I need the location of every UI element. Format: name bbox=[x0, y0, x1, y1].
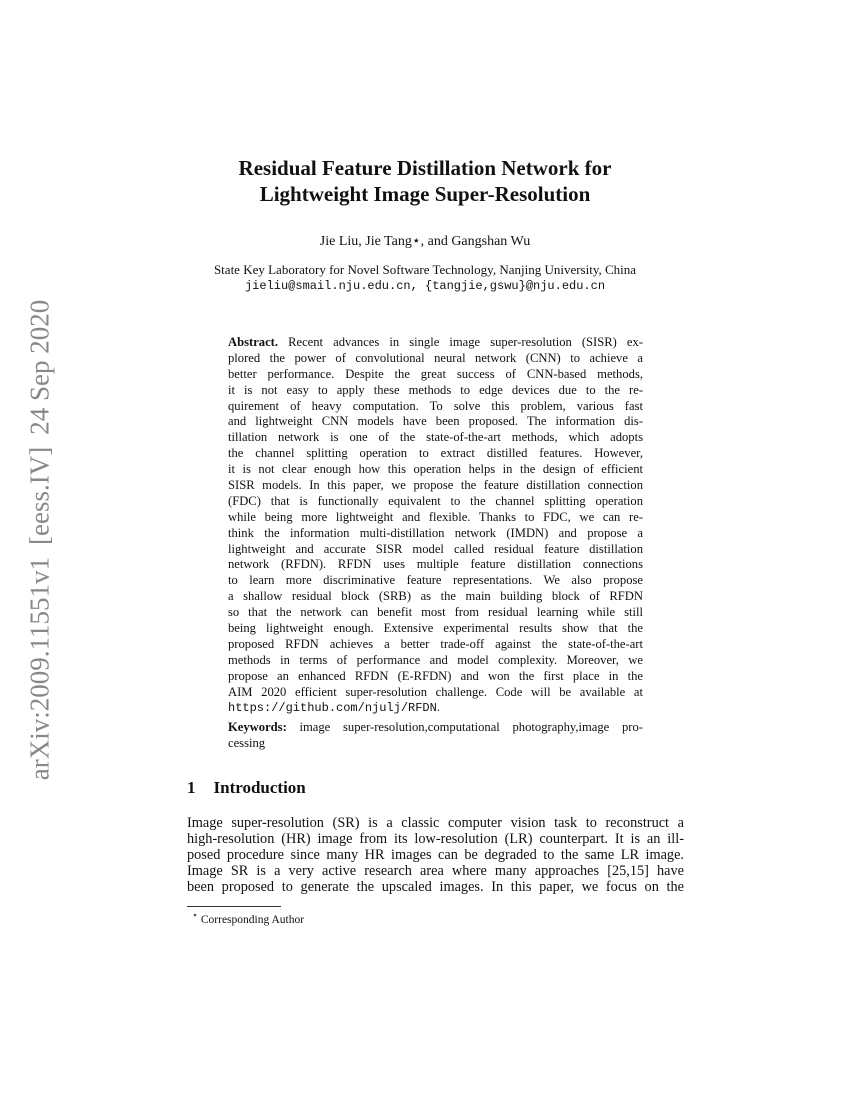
abstract-line-text: propose an enhanced RFDN (E-RFDN) and won the first place in the bbox=[228, 668, 643, 683]
paper-title bbox=[0, 155, 850, 207]
affiliation: State Key Laboratory for Novel Software Technology, Nanjing University, China bbox=[213, 262, 637, 277]
footnote bbox=[192, 910, 304, 926]
abstract-line-text: (FDC) that is functionally equivalent to the channel splitting operation bbox=[228, 493, 643, 508]
abstract-line bbox=[228, 335, 643, 351]
abstract-line bbox=[228, 700, 643, 716]
abstract-line-text: better performance. Despite the great success of CNN-based methods, bbox=[228, 366, 643, 381]
keywords-text: cessing bbox=[228, 735, 266, 750]
abstract-line bbox=[228, 526, 643, 542]
title-line: Residual Feature Distillation Network for bbox=[238, 156, 612, 180]
abstract-line-text: a shallow residual block (SRB) as the main building block of RFDN bbox=[228, 589, 643, 604]
url-suffix: . bbox=[436, 700, 440, 715]
abstract-line-text: SISR models. In this paper, we propose the feature distillation connection bbox=[228, 478, 643, 493]
abstract-line-text: network (RFDN). RFDN uses multiple feature distillation connections bbox=[228, 557, 643, 572]
abstract-line bbox=[228, 367, 643, 383]
authors: Jie Liu, Jie Tang⋆, and Gangshan Wu bbox=[319, 234, 531, 249]
abstract-line bbox=[228, 557, 643, 573]
arxiv-date: 24 Sep 2020 bbox=[24, 299, 55, 435]
abstract-line-text: so that the network can benefit most from residual learning while still bbox=[228, 605, 643, 620]
abstract-line bbox=[228, 605, 643, 621]
abstract-line bbox=[228, 430, 643, 446]
keywords-label: Keywords: bbox=[228, 720, 287, 734]
abstract-line bbox=[228, 494, 643, 510]
abstract-line bbox=[228, 462, 643, 478]
abstract-line bbox=[228, 399, 643, 415]
section-heading bbox=[187, 778, 324, 798]
abstract-line-text: methods in terms of performance and model complexity. Moreover, we bbox=[228, 652, 643, 667]
abstract-line-text: it is not clear enough how this operation helps in the design of efficient bbox=[228, 462, 643, 477]
abstract-line bbox=[228, 637, 643, 653]
footnote-rule bbox=[187, 906, 281, 907]
abstract-line bbox=[228, 573, 643, 589]
abstract bbox=[228, 335, 643, 716]
abstract-line bbox=[228, 653, 643, 669]
intro-line: Image SR is a very active research area where many approaches [25,15] have bbox=[187, 863, 684, 879]
section-number: 1 bbox=[187, 778, 196, 797]
abstract-line bbox=[228, 414, 643, 430]
keywords bbox=[228, 720, 643, 752]
intro-line: high-resolution (HR) image from its low-resolution (LR) counterpart. It is an ill- bbox=[187, 831, 684, 847]
abstract-line-text: being lightweight enough. Extensive experimental results show that the bbox=[228, 621, 643, 636]
abstract-line bbox=[228, 589, 643, 605]
abstract-line bbox=[228, 446, 643, 462]
intro-line: Image super-resolution (SR) is a classic computer vision task to reconstruct a bbox=[187, 815, 684, 831]
abstract-line-text: the channel splitting operation to extract distilled features. However, bbox=[228, 446, 643, 461]
abstract-line bbox=[228, 351, 643, 367]
abstract-line bbox=[228, 478, 643, 494]
keywords-line bbox=[228, 736, 643, 752]
abstract-line-text: AIM 2020 efficient super-resolution challenge. Code will be available at bbox=[228, 684, 643, 699]
abstract-line-text: plored the power of convolutional neural network (CNN) to achieve a bbox=[228, 350, 643, 365]
introduction-text bbox=[187, 815, 684, 895]
abstract-line-text: proposed RFDN achieves a better trade-off against the state-of-the-art bbox=[228, 636, 643, 651]
abstract-line bbox=[228, 542, 643, 558]
title-line: Lightweight Image Super-Resolution bbox=[259, 182, 591, 206]
arxiv-category: [eess.IV] bbox=[24, 446, 55, 545]
footnote-text: Corresponding Author bbox=[200, 913, 305, 926]
abstract-line-text: to learn more discriminative feature representations. We also propose bbox=[228, 573, 643, 588]
affiliation-block bbox=[0, 262, 850, 294]
abstract-line bbox=[228, 621, 643, 637]
abstract-line-text: it is not easy to apply these methods to edge devices due to the re- bbox=[228, 382, 643, 397]
intro-line: been proposed to generate the upscaled images. In this paper, we focus on the bbox=[187, 879, 684, 895]
author-emails: jieliu@smail.nju.edu.cn, {tangjie,gswu}@nju.edu.cn bbox=[244, 279, 606, 293]
abstract-line bbox=[228, 383, 643, 399]
footnote-mark: ⋆ bbox=[192, 910, 198, 921]
abstract-line bbox=[228, 685, 643, 701]
intro-line: posed procedure since many HR images can be degraded to the same LR image. bbox=[187, 847, 684, 863]
abstract-line-text: lightweight and accurate SISR model called residual feature distillation bbox=[228, 541, 643, 556]
abstract-line bbox=[228, 510, 643, 526]
section-title: Introduction bbox=[213, 778, 306, 797]
abstract-line-text: tillation network is one of the state-of-the-art methods, which adopts bbox=[228, 430, 643, 445]
abstract-line-text: quirement of heavy computation. To solve this problem, various fast bbox=[228, 398, 643, 413]
keywords-line bbox=[228, 720, 643, 736]
abstract-line-text: Recent advances in single image super-resolution (SISR) ex- bbox=[288, 335, 643, 349]
arxiv-stamp bbox=[25, 294, 56, 786]
abstract-line bbox=[228, 669, 643, 685]
abstract-line-text: while being more lightweight and flexible. Thanks to FDC, we can re- bbox=[228, 509, 643, 524]
arxiv-id: arXiv:2009.11551v1 bbox=[24, 556, 55, 781]
abstract-label: Abstract. bbox=[228, 335, 279, 349]
code-url: https://github.com/njulj/RFDN bbox=[228, 701, 437, 716]
keywords-text: image super-resolution,computational photography,image pro- bbox=[299, 720, 643, 734]
abstract-line-text: and lightweight CNN models have been proposed. The information dis- bbox=[228, 414, 643, 429]
abstract-line-text: think the information multi-distillation network (IMDN) and propose a bbox=[228, 525, 643, 540]
